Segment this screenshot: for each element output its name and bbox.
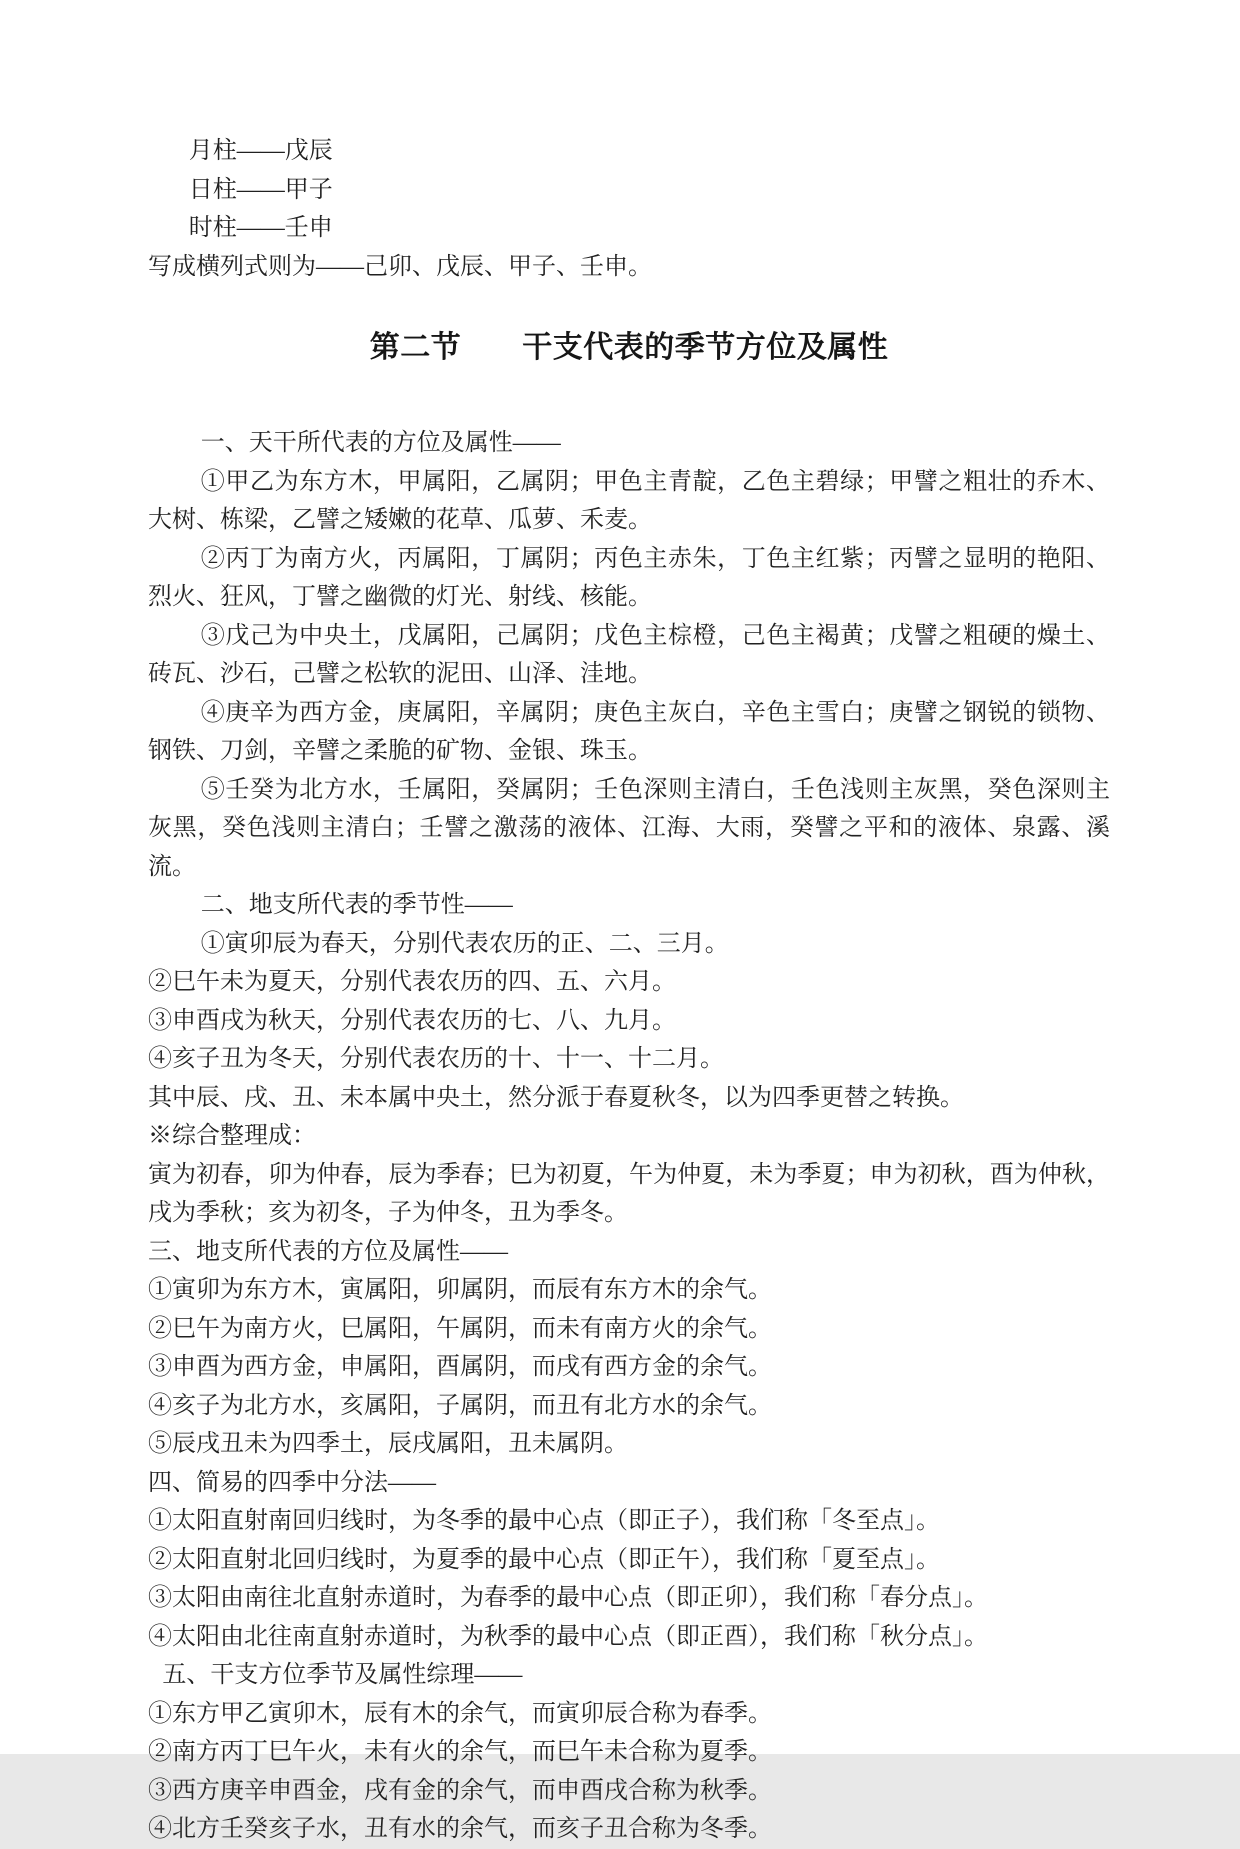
body-line: ①寅卯辰为春天，分别代表农历的正、二、三月。 — [200, 930, 729, 957]
body-line: ①太阳直射南回归线时，为冬季的最中心点（即正子），我们称「冬至点」。 — [148, 1508, 940, 1534]
body-line: ③太阳由南往北直射赤道时，为春季的最中心点（即正卯），我们称「春分点」。 — [148, 1585, 988, 1611]
body-line: 其中辰、戌、丑、未本属中央土，然分派于春夏秋冬，以为四季更替之转换。 — [148, 1084, 964, 1111]
subsection-heading-5: 五、干支方位季节及属性综理—— — [162, 1662, 523, 1688]
body-paragraph: ②丙丁为南方火，丙属阳，丁属阴；丙色主赤朱，丁色主红紫；丙譬之显明的艳阳、烈火、狂风，丁譬之幽微的灯光、射线、核能。 — [148, 545, 1110, 610]
body-line: ④太阳由北往南直射赤道时，为秋季的最中心点（即正酉），我们称「秋分点」。 — [148, 1623, 988, 1650]
pillar-line-month: 月柱——戊辰 — [188, 138, 333, 164]
section-title: 第二节 干支代表的季节方位及属性 — [369, 331, 889, 364]
body-paragraph: ③戊己为中央土，戊属阳，己属阴；戊色主棕橙，己色主褐黄；戊譬之粗硬的燥土、砖瓦、沙石，己譬之松软的泥田、山泽、洼地。 — [148, 622, 1110, 687]
body-line: ①寅卯为东方木，寅属阳，卯属阴，而辰有东方木的余气。 — [148, 1277, 772, 1303]
body-line: ②巳午未为夏天，分别代表农历的四、五、六月。 — [148, 969, 676, 995]
pillar-line-hour: 时柱——壬申 — [188, 215, 333, 241]
body-paragraph: 寅为初春，卯为仲春，辰为季春；巳为初夏，午为仲夏，未为季夏；申为初秋，酉为仲秋，戌为季秋；亥为初冬，子为仲冬，丑为季冬。 — [148, 1161, 1110, 1226]
horizontal-form-line: 写成横列式则为——己卯、戊辰、甲子、壬申。 — [148, 253, 652, 280]
subsection-heading-4: 四、简易的四季中分法—— — [148, 1469, 436, 1496]
body-line: ③申酉戌为秋天，分别代表农历的七、八、九月。 — [148, 1007, 676, 1034]
body-paragraph: ⑤壬癸为北方水，壬属阳，癸属阴；壬色深则主清白，壬色浅则主灰黑，癸色深则主灰黑，癸色浅则主清白；壬譬之激荡的液体、江海、大雨，癸譬之平和的液体、泉露、溪流。 — [148, 776, 1110, 880]
subsection-heading-2: 二、地支所代表的季节性—— — [200, 892, 513, 918]
body-line: ⑤辰戌丑未为四季土，辰戌属阳，丑未属阴。 — [148, 1431, 628, 1457]
body-line: ①东方甲乙寅卯木，辰有木的余气，而寅卯辰合称为春季。 — [148, 1700, 772, 1727]
body-line: ②太阳直射北回归线时，为夏季的最中心点（即正午），我们称「夏至点」。 — [148, 1546, 940, 1573]
body-paragraph: ④庚辛为西方金，庚属阳，辛属阴；庚色主灰白，辛色主雪白；庚譬之钢锐的锁物、钢铁、刀剑，辛譬之柔脆的矿物、金银、珠玉。 — [148, 699, 1110, 764]
body-paragraph: ①甲乙为东方木，甲属阳，乙属阴；甲色主青靛，乙色主碧绿；甲譬之粗壮的乔木、大树、栋梁，乙譬之矮嫩的花草、瓜萝、禾麦。 — [148, 468, 1110, 533]
body-line: ④北方壬癸亥子水，丑有水的余气，而亥子丑合称为冬季。 — [148, 1816, 772, 1842]
note-line: ※综合整理成： — [148, 1123, 316, 1149]
body-line: ③西方庚辛申酉金，戌有金的余气，而申酉戌合称为秋季。 — [148, 1777, 772, 1804]
body-line: ②南方丙丁巳午火，未有火的余气，而巳午未合称为夏季。 — [148, 1739, 772, 1765]
body-line: ④亥子为北方水，亥属阳，子属阴，而丑有北方水的余气。 — [148, 1392, 772, 1419]
body-line: ③申酉为西方金，申属阳，酉属阴，而戌有西方金的余气。 — [148, 1354, 772, 1380]
pillar-line-day: 日柱——甲子 — [188, 176, 333, 203]
subsection-heading-3: 三、地支所代表的方位及属性—— — [148, 1238, 508, 1265]
body-line: ④亥子丑为冬天，分别代表农历的十、十一、十二月。 — [148, 1046, 724, 1072]
subsection-heading-1: 一、天干所代表的方位及属性—— — [200, 430, 561, 456]
body-line: ②巳午为南方火，巳属阳，午属阴，而未有南方火的余气。 — [148, 1315, 772, 1342]
